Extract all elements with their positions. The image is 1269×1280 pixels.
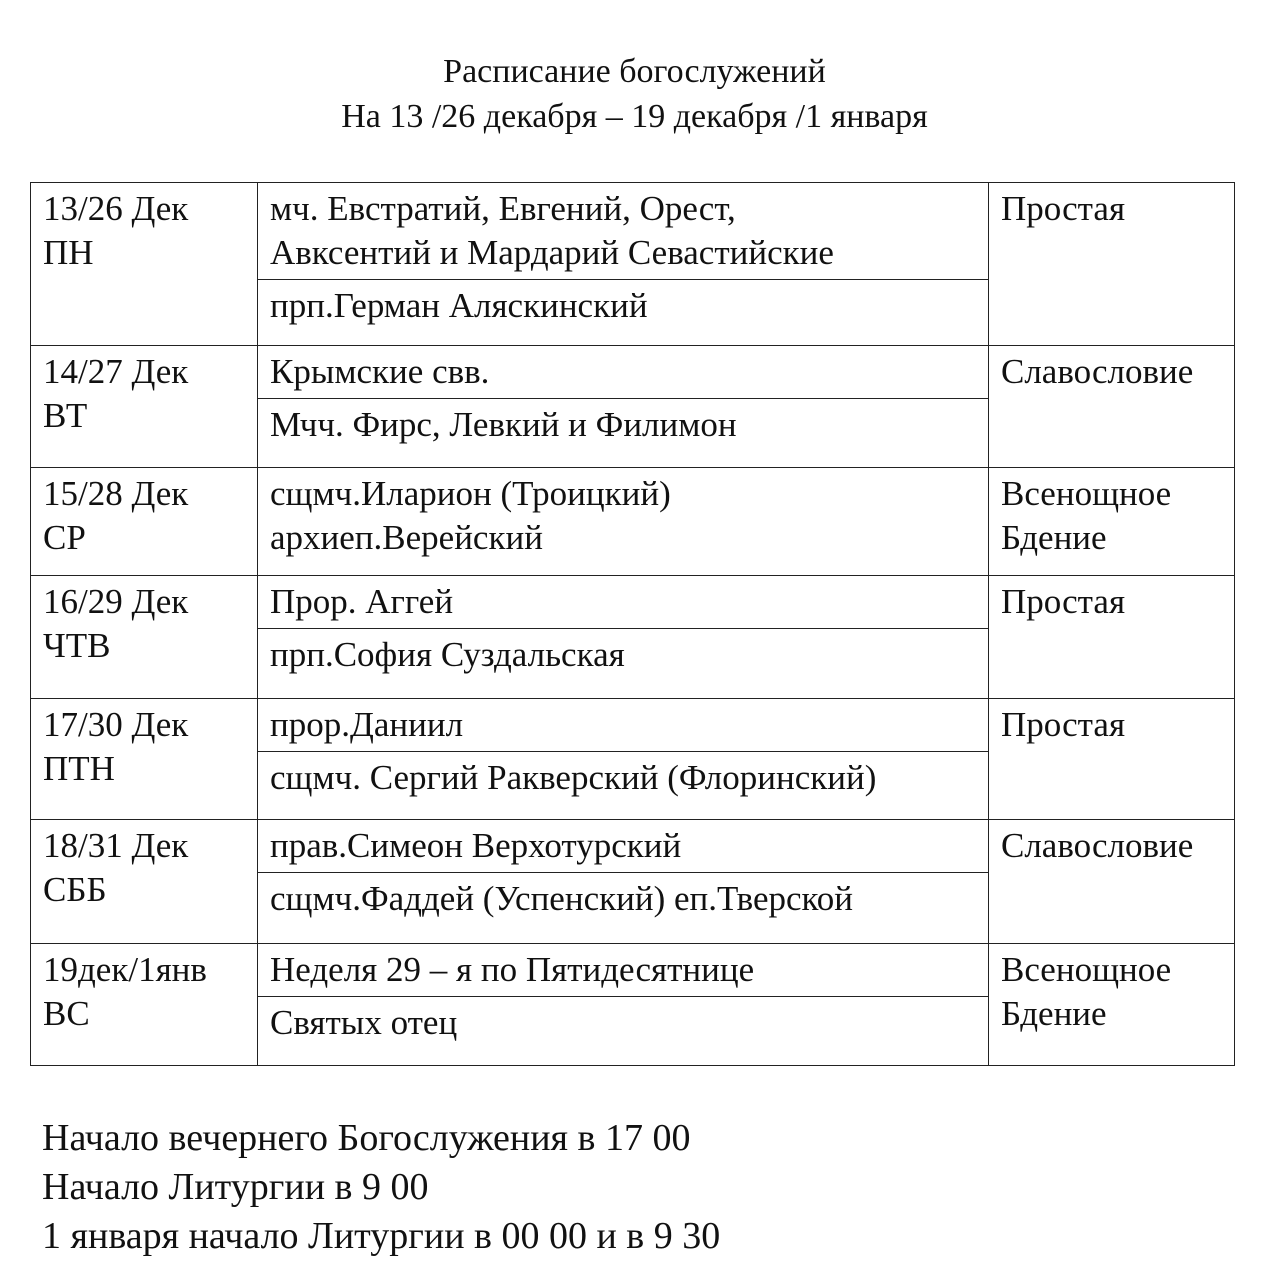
commemoration-secondary: [258, 398, 988, 451]
date-cell: [31, 468, 258, 576]
date-cell: [31, 699, 258, 820]
commemoration-cell: [258, 699, 989, 820]
commemoration-text: архиеп.Верейский: [270, 518, 543, 557]
service-times: [42, 1114, 720, 1261]
date-cell: [31, 576, 258, 699]
weekday-label: ЧТВ: [43, 626, 111, 665]
date-label: 13/26 Дек: [43, 189, 189, 228]
service-rank: Простая: [1001, 189, 1126, 228]
service-rank-cell: [989, 346, 1235, 468]
weekday-label: ВТ: [43, 396, 88, 435]
weekday-label: ПН: [43, 233, 94, 272]
service-rank: Простая: [1001, 705, 1126, 744]
schedule-table: [30, 182, 1235, 1066]
commemoration-primary: [258, 576, 988, 628]
weekday-label: ПТН: [43, 749, 115, 788]
commemoration-text: Авксентий и Мардарий Севастийские: [270, 233, 834, 272]
commemoration-primary: [258, 183, 988, 279]
service-rank-cell: [989, 468, 1235, 576]
liturgy-time: Начало Литургии в 9 00: [42, 1166, 429, 1208]
service-rank: Простая: [1001, 582, 1126, 621]
service-rank: Всенощное: [1001, 474, 1172, 513]
commemoration-text: сщмч.Фаддей (Успенский) еп.Тверской: [270, 879, 853, 918]
service-rank-cell: [989, 699, 1235, 820]
schedule-row: [31, 944, 1235, 1066]
commemoration-text: Неделя 29 – я по Пятидесятнице: [270, 950, 755, 989]
commemoration-cell: [258, 183, 989, 346]
page-title: Расписание богослужений: [443, 53, 826, 90]
commemoration-primary: [258, 468, 988, 564]
commemoration-primary: [258, 820, 988, 872]
commemoration-primary: [258, 699, 988, 751]
commemoration-text: прп.Герман Аляскинский: [270, 286, 648, 325]
commemoration-text: Прор. Аггей: [270, 582, 454, 621]
schedule-row: [31, 576, 1235, 699]
service-rank: Бдение: [1001, 994, 1107, 1033]
service-rank: Славословие: [1001, 826, 1194, 865]
commemoration-cell: [258, 944, 989, 1066]
commemoration-text: мч. Евстратий, Евгений, Орест,: [270, 189, 736, 228]
weekday-label: СР: [43, 518, 86, 557]
schedule-period: На 13 /26 декабря – 19 декабря /1 января: [341, 98, 928, 135]
schedule-row: [31, 699, 1235, 820]
commemoration-secondary: [258, 628, 988, 681]
schedule-row: [31, 183, 1235, 346]
schedule-row: [31, 468, 1235, 576]
commemoration-secondary: [258, 872, 988, 925]
commemoration-cell: [258, 468, 989, 576]
commemoration-text: Крымские свв.: [270, 352, 490, 391]
commemoration-cell: [258, 820, 989, 944]
commemoration-text: прп.София Суздальская: [270, 635, 625, 674]
weekday-label: ВС: [43, 994, 90, 1033]
commemoration-secondary: [258, 996, 988, 1049]
date-cell: [31, 820, 258, 944]
commemoration-secondary: [258, 279, 988, 332]
date-label: 18/31 Дек: [43, 826, 189, 865]
evening-service-time: Начало вечернего Богослужения в 17 00: [42, 1117, 691, 1159]
date-cell: [31, 346, 258, 468]
new-year-liturgy-time: 1 января начало Литургии в 00 00 и в 9 30: [42, 1215, 721, 1257]
date-label: 17/30 Дек: [43, 705, 189, 744]
service-rank: Бдение: [1001, 518, 1107, 557]
date-label: 14/27 Дек: [43, 352, 189, 391]
service-rank-cell: [989, 576, 1235, 699]
commemoration-primary: [258, 346, 988, 398]
schedule-row: [31, 820, 1235, 944]
service-rank-cell: [989, 820, 1235, 944]
schedule-row: [31, 346, 1235, 468]
service-rank: Всенощное: [1001, 950, 1172, 989]
weekday-label: СББ: [43, 870, 107, 909]
commemoration-secondary: [258, 751, 988, 804]
date-cell: [31, 183, 258, 346]
date-label: 19дек/1янв: [43, 950, 207, 989]
date-label: 16/29 Дек: [43, 582, 189, 621]
service-rank: Славословие: [1001, 352, 1194, 391]
commemoration-primary: [258, 944, 988, 996]
service-rank-cell: [989, 183, 1235, 346]
commemoration-text: сщмч.Иларион (Троицкий): [270, 474, 671, 513]
date-label: 15/28 Дек: [43, 474, 189, 513]
commemoration-cell: [258, 576, 989, 699]
commemoration-text: Святых отец: [270, 1003, 458, 1042]
service-rank-cell: [989, 944, 1235, 1066]
commemoration-cell: [258, 346, 989, 468]
date-cell: [31, 944, 258, 1066]
commemoration-text: сщмч. Сергий Ракверский (Флоринский): [270, 758, 877, 797]
commemoration-text: Мчч. Фирс, Левкий и Филимон: [270, 405, 737, 444]
commemoration-text: прав.Симеон Верхотурский: [270, 826, 682, 865]
commemoration-text: прор.Даниил: [270, 705, 464, 744]
